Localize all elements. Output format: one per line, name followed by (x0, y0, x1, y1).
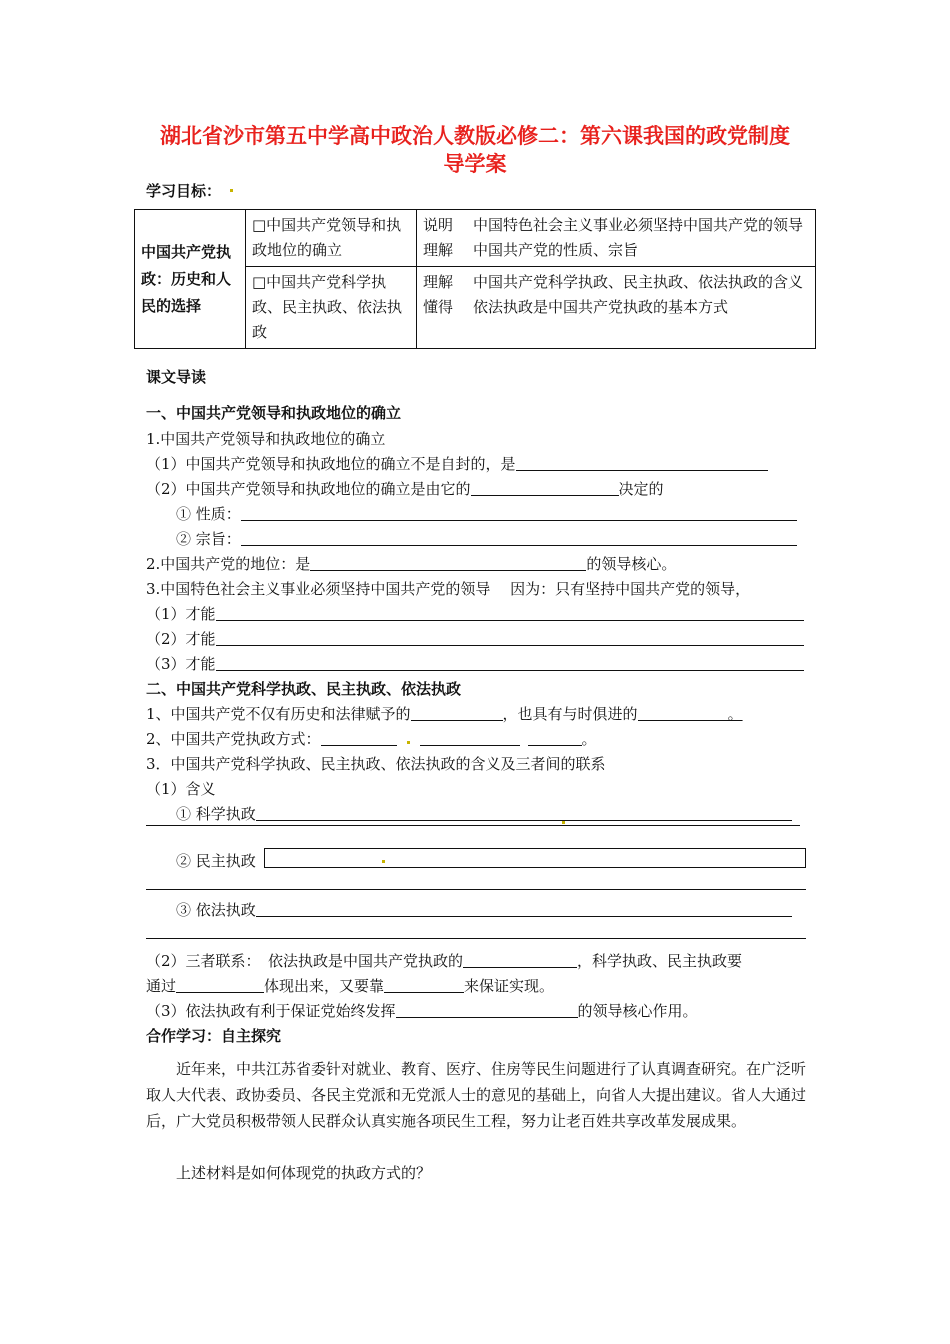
goals-topic-cell: 中国共产党执政：历史和人民的选择 (135, 210, 246, 349)
s2-line-9: 通过 体现出来，又要靠 来保证实现。 (146, 977, 555, 995)
req-verb: 说明 (423, 216, 454, 234)
learning-goals-table (134, 209, 816, 349)
s1-line-8: （1）才能 (146, 603, 804, 624)
goals-reqs-2 (417, 267, 816, 349)
s1-line-10: （3）才能 (146, 653, 804, 674)
req-verb: 懂得 (423, 298, 454, 316)
s2-science: ① 科学执政 (176, 803, 792, 824)
s2-line-4: （1）含义 (146, 780, 216, 798)
marker-dot (407, 741, 410, 744)
s2-line-8: （2）三者联系： 依法执政是中国共产党执政的 ，科学执政、民主执政要 (146, 952, 743, 970)
answer-line (146, 938, 806, 939)
section2-heading: 二、中国共产党科学执政、民主执政、依法执政 (146, 680, 462, 698)
req-text: 中国特色社会主义事业必须坚持中国共产党的领导 (473, 216, 804, 234)
goals-heading: 学习目标： (146, 182, 222, 200)
s1-nature: ① 性质： (176, 503, 797, 524)
goals-item-2: □中国共产党科学执政、民主执政、依法执政 (246, 267, 417, 349)
document-title: 湖北省沙市第五中学高中政治人教版必修二：第六课我国的政党制度 导学案 (160, 124, 811, 176)
marker-dot (382, 860, 385, 863)
coop-heading: 合作学习：自主探究 (146, 1027, 282, 1045)
s1-line-9: （2）才能 (146, 628, 804, 649)
goals-reqs-1 (417, 210, 816, 267)
req-verb: 理解 (423, 273, 454, 291)
s1-line-3: （2）中国共产党领导和执政地位的确立是由它的 决定的 (146, 480, 664, 498)
s1-line-7: 3.中国特色社会主义事业必须坚持中国共产党的领导 因为：只有坚持中国共产党的领导， (146, 580, 751, 598)
s1-line-6: 2.中国共产党的地位：是 的领导核心。 (146, 555, 677, 573)
coop-material: 近年来，中共江苏省委针对就业、教育、医疗、住房等民生问题进行了认真调查研究。在广泛听取人大代表、政协委员、各民主党派和无党派人士的意见的基础上，向省人大提出建议。省人大通过后，广大党员积极带领人民群众认真实施各项民生工程，努力让老百姓共享改革发展成果。 (146, 1060, 807, 1130)
s2-line-3: 3．中国共产党科学执政、民主执政、依法执政的含义及三者间的联系 (146, 755, 606, 773)
s2-line-2: 2、中国共产党执政方式： 。 (146, 730, 597, 748)
marker-dot (230, 189, 233, 192)
s2-line-10: （3）依法执政有利于保证党始终发挥 的领导核心作用。 (146, 1002, 698, 1020)
goals-item-1: □中国共产党领导和执政地位的确立 (246, 210, 417, 267)
answer-line (146, 825, 800, 826)
req-text: 中国共产党科学执政、民主执政、依法执政的含义 (473, 273, 804, 291)
s1-line-1: 1.中国共产党领导和执政地位的确立 (146, 430, 386, 448)
coop-question: 上述材料是如何体现党的执政方式的？ (176, 1164, 432, 1182)
democracy-box (264, 848, 806, 868)
s2-line-1: 1、中国共产党不仅有历史和法律赋予的 ，也具有与时俱进的 。 (146, 705, 743, 723)
s1-line-2: （1）中国共产党领导和执政地位的确立不是自封的，是 (146, 453, 768, 474)
guide-heading: 课文导读 (146, 368, 207, 386)
marker-dot (562, 821, 565, 824)
s2-democracy: ② 民主执政 (176, 852, 256, 870)
s2-law: ③ 依法执政 (176, 899, 792, 920)
req-text: 依法执政是中国共产党执政的基本方式 (473, 298, 729, 316)
s1-purpose: ② 宗旨： (176, 528, 797, 549)
req-verb: 理解 (423, 241, 454, 259)
req-text: 中国共产党的性质、宗旨 (473, 241, 639, 259)
section1-heading: 一、中国共产党领导和执政地位的确立 (146, 404, 402, 422)
answer-line (146, 889, 806, 890)
